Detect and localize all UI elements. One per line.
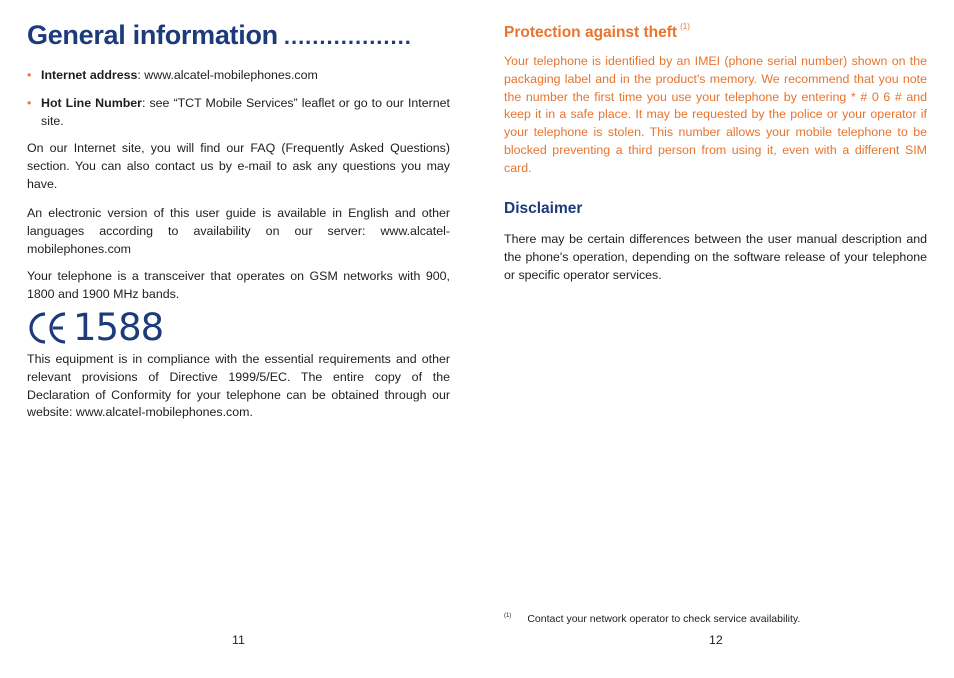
page-number: 12 — [709, 633, 723, 647]
contact-list — [27, 67, 450, 140]
theft-heading: Protection against theft $^{(1)}$ — [504, 22, 690, 41]
left-page — [27, 0, 450, 678]
right-page — [504, 0, 927, 678]
transceiver-paragraph: Your telephone is a transceiver that operates on GSM networks with 900, 1800 and 1900 MHz bands. — [27, 269, 450, 301]
faq-paragraph: On our Internet site, you will find our FAQ (Frequently Asked Questions) section. You can also contact us by e-mail to ask any questions you may have. — [27, 141, 450, 191]
compliance-paragraph: This equipment is in compliance with the essential requirements and other relevant provisions of Directive 1999/5/EC. The entire copy of the Declaration of Conformity for your telephone can be obtained through our website: www.alcatel-mobilephones.com. — [27, 352, 450, 420]
page-title: General information .................. — [27, 20, 412, 50]
theft-paragraph: Your telephone is identified by an IMEI (phone serial number) shown on the packaging label and in the product's memory. We recommend that you note the number the first time you use your telephone by entering * # 0 6 # and keep it in a safe place. It may be requested by the police or your operator if your telephone is stolen. This number allows your mobile telephone to be blocked preventing a third person from using it, even with a different SIM card. — [504, 54, 927, 175]
footnote: $^{(1)}$ Contact your network operator to check service availability. — [504, 613, 801, 625]
electronic-version-paragraph: An electronic version of this user guide is available in English and other languages according to availability on our server: www.alcatel-mobilephones.com — [27, 206, 450, 256]
list-item: • Internet address: www.alcatel-mobilephones.com — [27, 68, 318, 82]
ce-number: 1588 — [73, 306, 164, 349]
list-item: • Hot Line Number: see “TCT Mobile Services” leaflet or go to our Internet site. — [27, 95, 450, 128]
ce-logo-icon — [27, 310, 69, 346]
ce-mark — [27, 308, 163, 348]
page-number: 11 — [232, 633, 245, 647]
disclaimer-paragraph: There may be certain differences between the user manual description and the phone's operation, depending on the software release of your telephone or specific operator services. — [504, 232, 927, 282]
disclaimer-heading: Disclaimer — [504, 200, 583, 217]
